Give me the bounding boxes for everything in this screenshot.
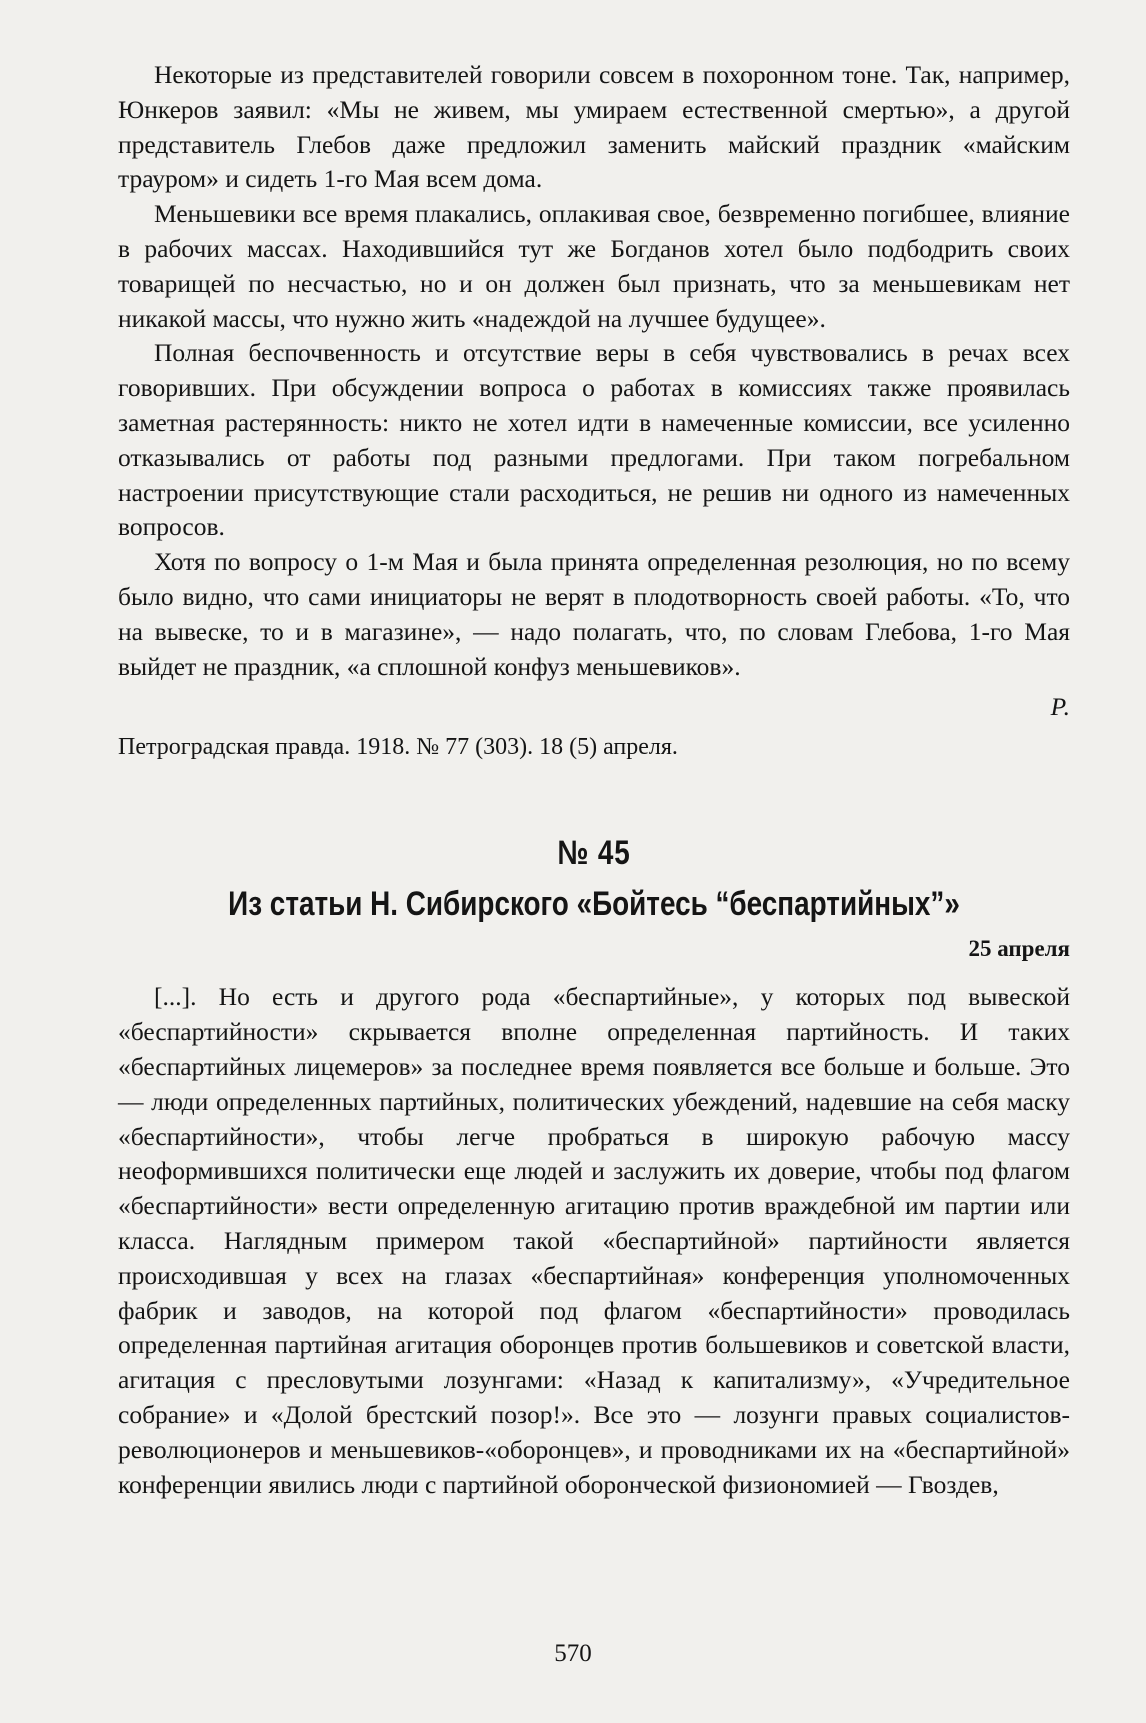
author-signature: Р. <box>1050 692 1070 722</box>
page-number: 570 <box>554 1640 592 1667</box>
body-paragraph: Полная беспочвенность и отсутствие веры в себя чувствовались в речах всех говоривших. При обсуждении вопроса о работах в комиссиях также проявилась заметная растерянность: никто не хотел идти в намеченные комиссии, все усиленно отказывались от работы под разными предлогами. При таком погребальном настроении присутствующие стали расходиться, не решив ни одного из намеченных вопросов. <box>118 338 1070 542</box>
document-date: 25 апреля <box>968 936 1070 962</box>
body-paragraph: Меньшевики все время плакались, оплакивая свое, безвременно погибшее, влияние в рабочих массах. Находившийся тут же Богданов хотел было подбодрить своих товарищей по несчастью, но и он должен был признать, что за меньшевикам нет никакой массы, что нужно жить «надеждой на лучшее будущее». <box>118 199 1070 333</box>
source-citation: Петроградская правда. 1918. № 77 (303). 18 (5) апреля. <box>118 734 678 761</box>
body-paragraph: Некоторые из представителей говорили совсем в похоронном тоне. Так, например, Юнкеров заявил: «Мы не живем, мы умираем естественной смертью», а другой представитель Глебов даже предложил заменить майский праздник «майским трауром» и сидеть 1-го Мая всем дома. <box>118 60 1070 194</box>
body-paragraph: Хотя по вопросу о 1-м Мая и была принята определенная резолюция, но по всему было видно, что сами инициаторы не верят в плодотворность своей работы. «То, что на вывеске, то и в магазине», — надо полагать, что, по словам Глебова, 1-го Мая выйдет не праздник, «а сплошной конфуз меньшевиков». <box>118 547 1070 681</box>
page-body <box>118 58 1070 1502</box>
document-title: Из статьи Н. Сибирского «Бойтесь “беспартийных”» <box>228 885 960 924</box>
document-number: № 45 <box>557 834 631 873</box>
body-paragraph: [...]. Но есть и другого рода «беспартийные», у которых под вывеской «беспартийности» скрывается вполне определенная партийность. И таких «беспартийных лицемеров» за последнее время появляется все больше и больше. Это — люди определенных партийных, политических убеждений, надевшие на себя маску «беспартийности», чтобы легче пробраться в широкую рабочую массу неоформившихся политически еще людей и заслужить их доверие, чтобы под флагом «беспартийности» вести определенную агитацию против враждебной им партии или класса. Наглядным примером такой «беспартийной» партийности является происходившая у всех на глазах «беспартийная» конференция уполномоченных фабрик и заводов, на которой под флагом «беспартийности» проводилась определенная партийная агитация оборонцев против большевиков и советской власти, агитация с пресловутыми лозунгами: «Назад к капитализму», «Учредительное собрание» и «Долой брестский позор!». Все это — лозунги правых социалистов-революционеров и меньшевиков-«оборонцев», и проводниками их на «беспартийной» конференции явились люди с партийной оборонческой физиономией — Гвоздев, <box>118 982 1070 1499</box>
